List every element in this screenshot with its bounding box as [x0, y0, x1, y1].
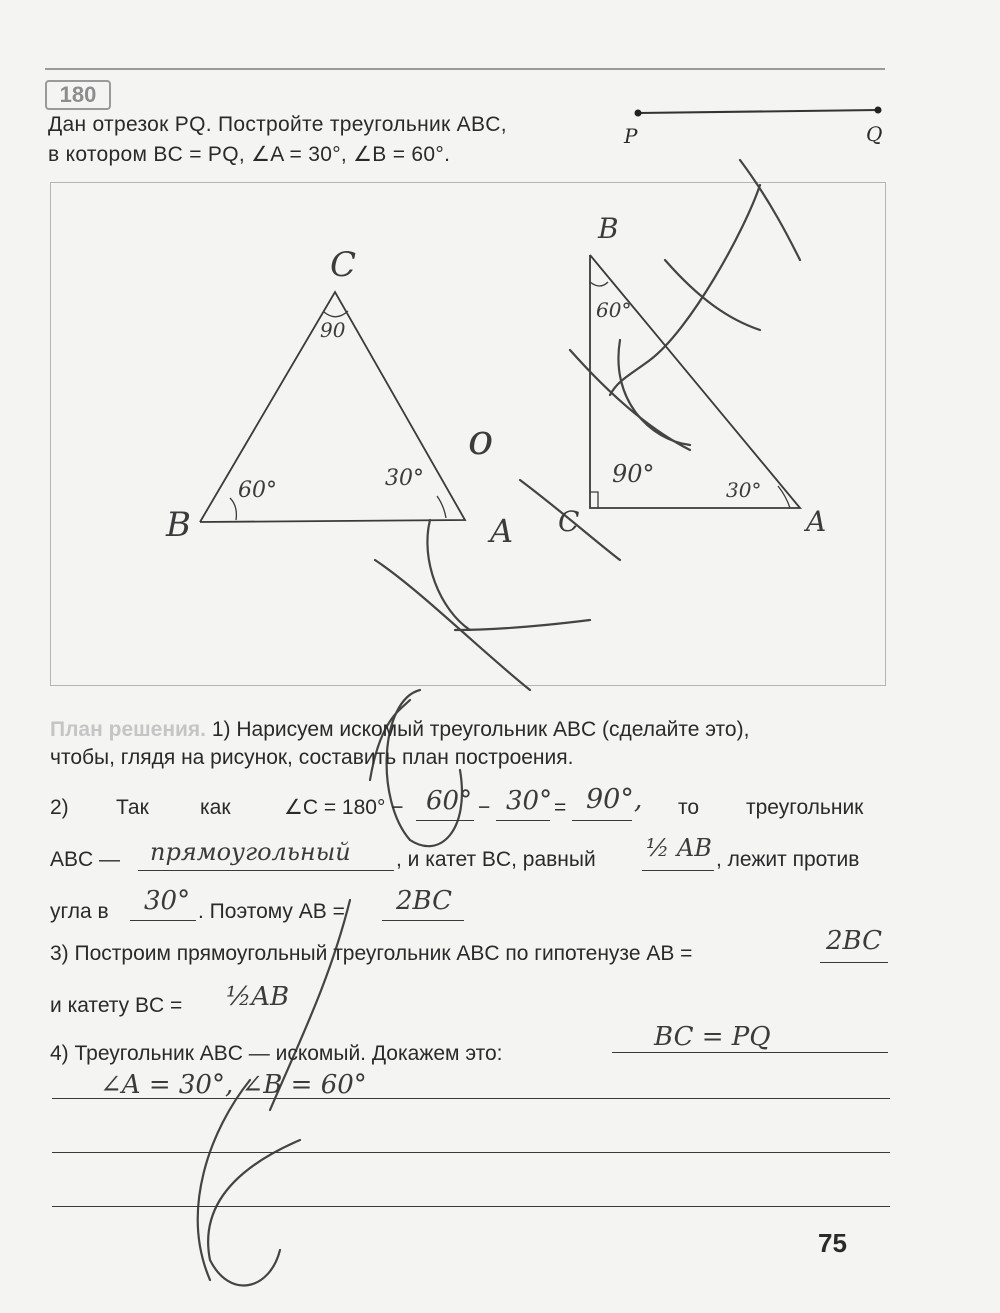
step2-val-2: 30° — [506, 786, 553, 816]
step2-val-3: 90°, — [586, 784, 643, 815]
step2-lies: , лежит против — [716, 848, 860, 871]
step2-num: 2) — [50, 796, 69, 819]
segment-pq — [635, 107, 882, 117]
step2-expr: ∠C = 180° − — [284, 796, 404, 819]
tri2-label-b: B — [598, 212, 619, 245]
step2-leg-text: , и катет BC, равный — [396, 848, 596, 871]
tri1-angle-a: 30° — [385, 466, 424, 491]
tri1-label-a: A — [490, 512, 514, 550]
step2-minus: − — [478, 796, 491, 819]
tri2-label-c: C — [558, 505, 580, 538]
step2-word-3: то — [678, 796, 700, 819]
step2-val-type: прямоугольный — [150, 838, 351, 866]
step2-eq: = — [554, 796, 567, 819]
tri2-angle-c: 90° — [612, 460, 655, 488]
step2-val-angle: 30° — [144, 886, 191, 916]
step2-blank-ab — [382, 920, 464, 921]
step2-therefore: . Поэтому AB = — [198, 900, 345, 923]
step2-val-leg: ½ AB — [646, 834, 712, 862]
tri1-angle-c: 90 — [320, 318, 346, 342]
plan-label: План решения. — [50, 718, 207, 741]
step2-blank-type — [138, 870, 394, 871]
step3-text-1: 3) Построим прямоугольный треугольник ABC по гипотенузе AB = — [50, 942, 693, 965]
step2-angle-word: угла в — [50, 900, 109, 923]
plan-step1-b: чтобы, глядя на рисунок, составить план построения. — [50, 746, 574, 769]
problem-line-2: в котором BC = PQ, ∠A = 30°, ∠B = 60°. — [48, 143, 451, 166]
step4-blank — [612, 1052, 888, 1053]
scribble-letter: o — [468, 415, 494, 464]
point-q-label: Q — [866, 122, 883, 146]
step4-text: 4) Треугольник ABC — искомый. Докажем это: — [50, 1042, 503, 1065]
step2-val-1: 60° — [426, 786, 473, 816]
step2-blank-1 — [416, 820, 474, 821]
step3-val-leg: ½AB — [226, 982, 290, 1012]
step2-blank-2 — [496, 820, 550, 821]
step3-blank-hyp — [820, 962, 888, 963]
tri1-angle-b: 60° — [238, 478, 277, 503]
step2-blank-angle — [130, 920, 196, 921]
tri1-label-c: C — [330, 245, 357, 285]
tri1-label-b: B — [166, 505, 191, 545]
page-number: 75 — [818, 1228, 847, 1258]
problem-line-1: Дан отрезок PQ. Постройте треугольник ABC, — [48, 113, 507, 136]
step3-text-2: и катету BC = — [50, 994, 183, 1017]
step2-val-ab: 2BC — [396, 886, 453, 916]
task-number: 180 — [45, 80, 111, 110]
step2-abc: ABC — — [50, 848, 121, 871]
step2-word-4: треугольник — [746, 796, 864, 819]
step2-word-2: как — [200, 796, 231, 819]
answer-line-2 — [52, 1152, 890, 1153]
step2-word-1: Так — [116, 796, 149, 819]
plan-step1-a: 1) Нарисуем искомый треугольник ABC (сделайте это), — [211, 718, 750, 741]
step4-val-2: ∠A = 30°, ∠B = 60° — [100, 1070, 367, 1100]
step4-val-1: BC = PQ — [654, 1022, 771, 1052]
tri2-angle-b: 60° — [596, 298, 632, 322]
tri2-label-a: A — [806, 505, 827, 538]
plan-line-1 — [50, 716, 749, 744]
step2-blank-3 — [572, 820, 632, 821]
tri2-angle-a: 30° — [726, 478, 762, 502]
point-p-label: P — [624, 124, 638, 148]
step2-blank-leg — [642, 870, 714, 871]
step3-val-hyp: 2BC — [826, 926, 883, 956]
answer-line-3 — [52, 1206, 890, 1207]
answer-line-1 — [52, 1098, 890, 1099]
